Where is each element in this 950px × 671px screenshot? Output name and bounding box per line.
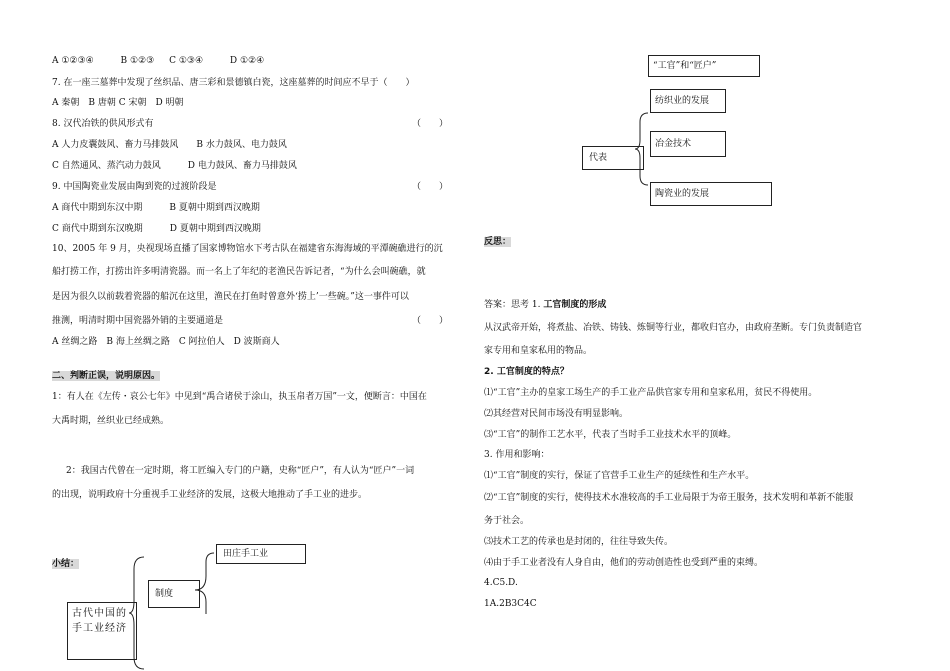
right-diagram-item-2-box [650,131,726,157]
right-diagram-item-1-label: 纺织业的发展 [655,96,710,106]
answer-2-point-3: ⑶“工官”的制作工艺水平，代表了当时手工业技术水平的顶峰。 [484,430,737,440]
q6-option-a: A ①②③④ [52,56,94,66]
answer-title: 工官制度的形成 [543,300,607,310]
q9-options-1: A 商代中期到东汉中期 B 夏朝中期到西汉晚期 [52,203,260,213]
answer-3-point-3: ⑶技术工艺的传承也是封闭的，往往导致失传。 [484,537,674,547]
q10-line-1: 10、2005 年 9 月，央视现场直播了国家博物馆水下考古队在福建省东海海域的平潭碗礁进行的沉 [52,244,443,254]
section-2-title-text: 二、判断正误，说明原因。 [52,371,161,381]
q7-options: A 秦朝 B 唐朝 C 宋朝 D 明朝 [52,98,184,108]
answer-2-point-2: ⑵其经营对民间市场没有明显影响。 [484,409,629,419]
judge-1-line-1: 1：有人在《左传・哀公七年》中见到“禹合诸侯于涂山，执玉帛者万国”一文，便断言：中国在 [52,392,427,402]
answer-3-title: 3. 作用和影响： [484,450,550,460]
q10-line-2: 船打捞工作，打捞出许多明清瓷器。而一名上了年纪的老渔民告诉记者，“为什么会叫碗礁，就 [52,267,426,277]
answer-2-title: 2. 工官制度的特点？ [484,367,569,377]
q8-question: 8. 汉代冶铁的供风形式有 [52,119,154,129]
section-2-title [52,370,160,382]
q6-options [52,55,264,67]
answer-header [484,299,606,311]
answer-3-point-1: ⑴“工官”制度的实行，保证了官营手工业生产的延续性和生产水平。 [484,471,755,481]
q6-option-d: D ①②④ [229,56,265,66]
q10-paren: （ ） [412,316,449,326]
q6-option-c: C ①③④ [169,56,204,66]
answer-1-line-1: 从汉武帝开始，将煮盐、冶铁、铸钱、炼铜等行业，都收归官办，由政府垄断。专门负责制造官 [484,323,863,333]
q8-paren: （ ） [412,119,449,129]
q7-question: 7. 在一座三墓葬中发现了丝织品、唐三彩和景德镇白瓷，这座墓葬的时间应不早于（ ） [52,78,415,88]
diagram-brace-left [128,555,148,671]
right-diagram-item-3-box [650,182,772,206]
answer-2-point-1: ⑴“工官”主办的皇家工场生产的手工业产品供官家专用和皇家私用，贫民不得使用。 [484,388,818,398]
q10-line-4: 推测，明清时期中国瓷器外销的主要通道是 [52,316,224,326]
right-diagram-top-box [648,55,760,77]
reflect-title [484,236,511,248]
judge-2-line-2: 的出现，说明政府十分重视手工业经济的发展，这极大地推动了手工业的进步。 [52,490,368,500]
answer-1-line-2: 家专用和皇家私用的物品。 [484,346,593,356]
answer-3-point-2-line-1: ⑵“工官”制度的实行，使得技术水准较高的手工业局限于为帝王服务，技术发明和革新不能服 [484,493,854,503]
diagram-mid-box [148,580,200,608]
answer-choices-2: 1A.2B3C4C [484,599,537,609]
diagram-root-box [67,602,137,660]
answer-3-point-2-line-2: 务于社会。 [484,516,530,526]
right-diagram-center-label: 代表 [589,153,608,163]
right-diagram-item-2-label: 冶金技术 [655,139,692,149]
q9-paren: （ ） [412,182,449,192]
right-diagram-brace [630,112,650,186]
judge-1-line-2: 大禹时期，丝织业已经成熟。 [52,416,170,426]
q8-options-2: C 自然通风、蒸汽动力鼓风 D 电力鼓风、畜力马排鼓风 [52,161,297,171]
q6-option-b: B ①②③ [120,56,155,66]
right-diagram-item-3-label: 陶瓷业的发展 [655,189,710,199]
q8-options-1: A 人力皮囊鼓风、畜力马排鼓风 B 水力鼓风、电力鼓风 [52,140,287,150]
reflect-title-text: 反思： [484,237,512,247]
diagram-root-label: 古代中国的手工业经济 [72,608,127,634]
right-diagram-item-1-box [650,89,726,113]
judge-2-line-1: 2：我国古代曾在一定时期，将工匠编入专门的户籍，史称“匠户”，有人认为“匠户”一词 [66,466,415,476]
summary-title-text: 小结： [52,559,80,569]
diagram-brace-mid [194,552,216,616]
q9-options-2: C 商代中期到东汉晚期 D 夏朝中期到西汉晚期 [52,224,261,234]
summary-title [52,558,79,570]
right-diagram-top-label: “工官”和“匠户” [653,61,717,71]
q10-options: A 丝绸之路 B 海上丝绸之路 C 阿拉伯人 D 波斯商人 [52,337,280,347]
diagram-leaf-box [216,544,306,564]
answer-choices-1: 4.C5.D. [484,578,518,588]
q10-line-3: 是因为很久以前载着瓷器的船沉在这里，渔民在打鱼时曾意外‘捞上’一些碗。”这一事件可以 [52,292,409,302]
q9-question: 9. 中国陶瓷业发展由陶到瓷的过渡阶段是 [52,182,217,192]
answer-prefix: 答案：思考 1. [484,300,541,310]
answer-3-point-4: ⑷由于手工业者没有人身自由，他们的劳动创造性也受到严重的束缚。 [484,558,764,568]
diagram-leaf-label: 田庄手工业 [223,549,269,559]
diagram-mid-label: 制度 [155,589,174,599]
